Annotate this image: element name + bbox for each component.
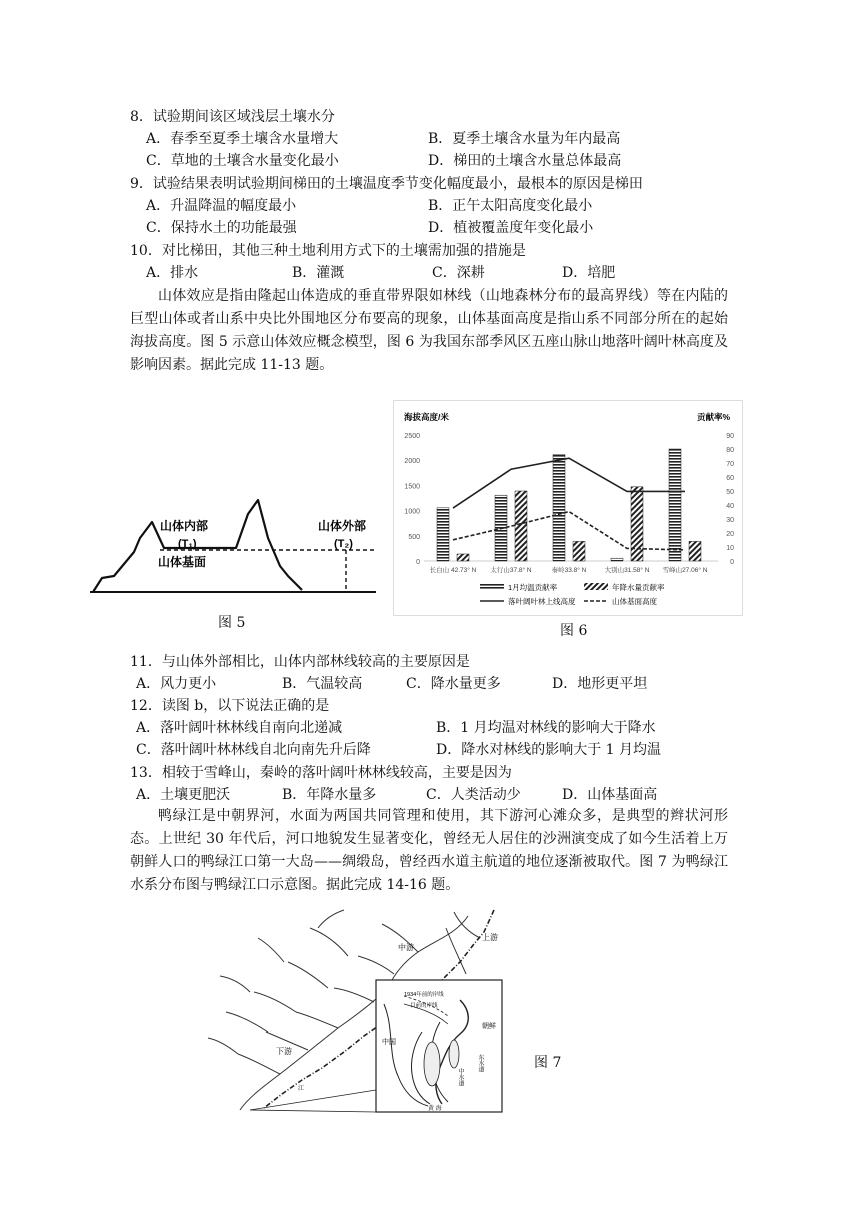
y-tick-label: 2000 (404, 458, 420, 466)
figure-7-caption: 图 7 (534, 1055, 562, 1071)
legend-precip: 年降水量贡献率 (612, 583, 665, 592)
y-tick-label: 500 (408, 533, 420, 541)
y2-tick-label: 70 (726, 461, 734, 468)
chart-y2label: 贡献率% (697, 412, 731, 422)
fig7-upstream: 上游 (482, 933, 498, 942)
passage-yalu-river: 鸭绿江是中朝界河，水面为两国共同管理和使用，其下游河心滩众多，是典型的辫状河形态。上世纪 30 年代后，河口地貌发生显著变化，曾经无人居住的沙洲演变成了如今生活着上万朝鲜人口的鸭绿江口第一大岛——绸缎岛，曾经西水道主航道的地位逐渐被取代。图 7 为鸭绿江水系分布图与鸭绿江口示意图。据此完成 14-16 题。 (130, 808, 728, 893)
x-category-label: 雪峰山27.06° N (662, 567, 708, 574)
q9-option-a: A．升温降温的幅度最小 (146, 198, 297, 214)
fig7-river-label: 江 (298, 1086, 305, 1092)
q11-option-d: D．地形更平坦 (552, 676, 648, 692)
figure-6-chart (394, 401, 742, 615)
y-tick-label: 0 (416, 559, 420, 566)
q10-option-b: B．灌溉 (292, 265, 345, 281)
q13-stem: 13．相较于雪峰山，秦岭的落叶阔叶林林线较高，主要是因为 (130, 765, 512, 781)
bar-precip (573, 541, 585, 561)
q11-option-b: B．气温较高 (282, 676, 363, 692)
bar-jan-temp (553, 455, 565, 561)
legend-forestline: 落叶阔叶林上线高度 (508, 597, 576, 606)
fig5-outer-t: (T₂) (334, 538, 353, 550)
bar-precip (515, 491, 527, 561)
bar-precip (631, 487, 643, 561)
q10-option-c: C．深耕 (432, 265, 485, 281)
x-category-label: 长白山 42.73° N (429, 567, 477, 574)
figure-7-map (198, 904, 506, 1116)
bar-precip (457, 554, 469, 561)
fig7-downstream: 下游 (276, 1047, 292, 1056)
y2-tick-label: 80 (726, 447, 734, 454)
q13-option-a: A．土壤更肥沃 (136, 787, 231, 803)
y2-tick-label: 50 (726, 489, 734, 496)
q11-option-c: C．降水量更多 (406, 676, 501, 692)
y2-tick-label: 30 (726, 517, 734, 524)
figure-5-diagram (88, 492, 378, 602)
legend-base: 山体基面高度 (612, 597, 657, 606)
line-forestline (453, 458, 685, 508)
bar-jan-temp (669, 449, 681, 561)
q10-option-a: A．排水 (146, 265, 199, 281)
q9-option-c: C．保持水土的功能最强 (146, 220, 297, 236)
figure-6-chart-frame (393, 400, 743, 616)
q13-option-b: B．年降水量多 (282, 787, 377, 803)
x-category-label: 秦岭33.8° N (551, 567, 587, 574)
fig5-inner-label: 山体内部 (160, 519, 209, 533)
x-category-label: 大别山31.58° N (604, 567, 650, 574)
y-tick-label: 2500 (404, 433, 420, 440)
fig7-sea: 黄 海 (428, 1106, 442, 1112)
fig5-base-label: 山体基面 (158, 555, 207, 569)
q8-option-a: A．春季至夏季土壤含水量增大 (146, 131, 339, 147)
passage-mountain-effect: 山体效应是指由隆起山体造成的垂直带界限如林线（山地森林分布的最高界线）等在内陆的巨型山体或者山系中央比外围地区分布要高的现象，山体基面高度是指山系不同部分所在的起始海拔高度。图 5 示意山体效应概念模型，图 6 为我国东部季风区五座山脉山地落叶阔叶林高度及影响因素。据此完成 11-13 题。 (130, 288, 728, 373)
y2-tick-label: 20 (726, 531, 734, 538)
q8-option-c: C．草地的土壤含水量变化最小 (146, 153, 339, 169)
q12-option-d: D．降水对林线的影响大于 1 月均温 (436, 742, 662, 758)
q9-stem: 9．试验结果表明试验期间梯田的土壤温度季节变化幅度最小，最根本的原因是梯田 (130, 176, 643, 192)
figure-5-caption: 图 5 (218, 615, 246, 631)
fig7-china: 中国 (382, 1039, 396, 1046)
q13-option-d: D．山体基面高 (562, 787, 658, 803)
q12-stem: 12．读图 b，以下说法正确的是 (130, 698, 330, 714)
y2-tick-label: 60 (726, 475, 734, 482)
q8-option-b: B．夏季土壤含水量为年内最高 (428, 131, 621, 147)
q10-option-d: D．培肥 (562, 265, 616, 281)
q9-option-d: D．植被覆盖度年变化最小 (428, 220, 594, 236)
q8-stem: 8．试验期间该区域浅层土壤水分 (130, 109, 335, 125)
y2-tick-label: 10 (726, 545, 734, 552)
fig7-legend-now: 目前的岸线 (410, 1003, 438, 1009)
y2-tick-label: 40 (726, 503, 734, 510)
q8-option-d: D．梯田的土壤含水量总体最高 (428, 153, 622, 169)
q11-option-a: A．风力更小 (136, 676, 217, 692)
y2-tick-label: 90 (726, 433, 734, 440)
estuary-inset-frame (376, 980, 502, 1112)
fig7-legend-1934: 1934年前的岸线 (404, 992, 444, 998)
fig7-midstream: 中游 (398, 943, 414, 952)
fig7-middle-channel: 中水道 (457, 1068, 463, 1086)
y2-tick-label: 0 (730, 559, 734, 566)
q9-option-b: B．正午太阳高度变化最小 (428, 198, 593, 214)
figure-6-caption: 图 6 (560, 623, 588, 639)
q11-stem: 11．与山体外部相比，山体内部林线较高的主要原因是 (130, 654, 470, 670)
legend-swatch-jan-temp (480, 583, 504, 590)
x-category-label: 太行山37.8° N (490, 567, 532, 574)
q12-option-a: A．落叶阔叶林林线自南向北递减 (136, 720, 343, 736)
line-base-height (453, 512, 685, 550)
y-tick-label: 1500 (404, 483, 420, 491)
fig7-korea: 朝鲜 (482, 1023, 496, 1030)
q13-option-c: C．人类活动少 (426, 787, 521, 803)
q12-option-c: C．落叶阔叶林林线自北向南先升后降 (136, 742, 371, 758)
fig7-east-channel: 东水道 (477, 1054, 483, 1072)
bar-precip (689, 541, 701, 561)
bar-jan-temp (437, 508, 449, 561)
fig5-outer-label: 山体外部 (318, 519, 367, 533)
bar-jan-temp (611, 558, 623, 561)
legend-jan-temp: 1月均温贡献率 (508, 583, 558, 592)
q10-stem: 10．对比梯田，其他三种土地利用方式下的土壤需加强的措施是 (130, 243, 526, 259)
q12-option-b: B．1 月均温对林线的影响大于降水 (436, 720, 656, 736)
chart-ylabel: 海拔高度/米 (404, 412, 449, 422)
fig5-inner-t: (T₁) (178, 538, 197, 550)
legend-swatch-precip (584, 583, 608, 590)
y-tick-label: 1000 (404, 508, 420, 516)
